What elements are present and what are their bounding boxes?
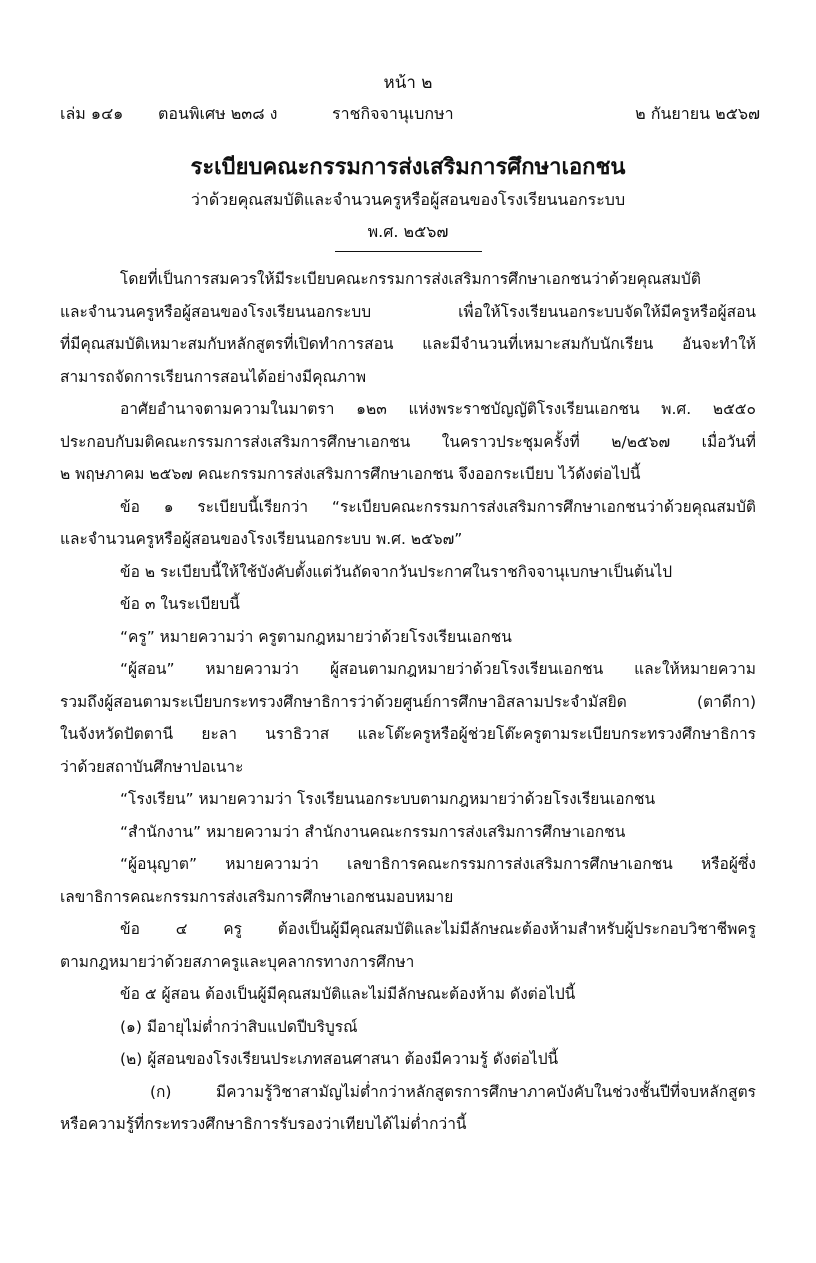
regulation-body <box>60 263 756 1141</box>
regulation-year: พ.ศ. ๒๕๖๗ <box>367 222 449 241</box>
clause-2-line: ข้อ ๒ ระเบียบนี้ให้ใช้บังคับตั้งแต่วันถัดจากวันประกาศในราชกิจจานุเบกษาเป็นต้นไป <box>120 562 673 581</box>
definition-school: “โรงเรียน” หมายความว่า โรงเรียนนอกระบบตามกฎหมายว่าด้วยโรงเรียนเอกชน <box>120 790 656 808</box>
clause-5-item-2a: หรือความรู้ที่กระทรวงศึกษาธิการรับรองว่าเทียบได้ไม่ต่ำกว่านี้ <box>60 1115 467 1133</box>
clause-1-line: และจำนวนครูหรือผู้สอนของโรงเรียนนอกระบบ พ.ศ. ๒๕๖๗” <box>60 530 463 548</box>
definition-licensor: “ผู้อนุญาต” หมายความว่า เลขาธิการคณะกรรมการส่งเสริมการศึกษาเอกชน หรือผู้ซึ่ง <box>120 855 756 873</box>
clause-4-line: ข้อ ๔ ครู ต้องเป็นผู้มีคุณสมบัติและไม่มีลักษณะต้องห้ามสำหรับผู้ประกอบวิชาชีพครู <box>120 920 756 938</box>
clause-5-item-2a: (ก) มีความรู้วิชาสามัญไม่ต่ำกว่าหลักสูตรการศึกษาภาคบังคับในช่วงชั้นปีที่จบหลักสูตร <box>150 1082 756 1101</box>
preamble-line: สามารถจัดการเรียนการสอนได้อย่างมีคุณภาพ <box>60 367 367 386</box>
definition-instructor: ในจังหวัดปัตตานี ยะลา นราธิวาส และโต๊ะครูหรือผู้ช่วยโต๊ะครูตามระเบียบกระทรวงศึกษาธิการ <box>60 725 756 743</box>
authority-line: อาศัยอำนาจตามความในมาตรา ๑๒๓ แห่งพระราชบัญญัติโรงเรียนเอกชน พ.ศ. ๒๕๕๐ <box>120 400 756 418</box>
preamble-line: ที่มีคุณสมบัติเหมาะสมกับหลักสูตรที่เปิดทำการสอน และมีจำนวนที่เหมาะสมกับนักเรียน อันจะทำให้ <box>60 335 756 353</box>
issue-number: ตอนพิเศษ ๒๓๘ ง <box>158 104 278 123</box>
clause-1-line: ข้อ ๑ ระเบียบนี้เรียกว่า “ระเบียบคณะกรรมการส่งเสริมการศึกษาเอกชนว่าด้วยคุณสมบัติ <box>120 497 756 516</box>
authority-line: ๒ พฤษภาคม ๒๕๖๗ คณะกรรมการส่งเสริมการศึกษาเอกชน จึงออกระเบียบ ไว้ดังต่อไปนี้ <box>60 465 641 483</box>
title-divider <box>335 251 482 252</box>
clause-4-line: ตามกฎหมายว่าด้วยสภาครูและบุคลากรทางการศึกษา <box>60 952 415 971</box>
regulation-title: ระเบียบคณะกรรมการส่งเสริมการศึกษาเอกชน <box>190 155 626 180</box>
definition-instructor: รวมถึงผู้สอนตามระเบียบกระทรวงศึกษาธิการว่าด้วยศูนย์การศึกษาอิสลามประจำมัสยิด (ตาดีกา) <box>60 692 756 711</box>
definition-office: “สำนักงาน” หมายความว่า สำนักงานคณะกรรมการส่งเสริมการศึกษาเอกชน <box>120 822 626 841</box>
publication-date: ๒ กันยายน ๒๕๖๗ <box>635 104 760 123</box>
authority-line: ประกอบกับมติคณะกรรมการส่งเสริมการศึกษาเอกชน ในคราวประชุมครั้งที่ ๒/๒๕๖๗ เมื่อวันที่ <box>60 432 756 451</box>
definition-instructor: ว่าด้วยสถาบันศึกษาปอเนาะ <box>60 757 244 776</box>
gazette-header <box>60 101 760 127</box>
clause-5-item-1: (๑) มีอายุไม่ต่ำกว่าสิบแปดปีบริบูรณ์ <box>120 1017 358 1036</box>
definition-teacher: “ครู” หมายความว่า ครูตามกฎหมายว่าด้วยโรงเรียนเอกชน <box>120 627 512 646</box>
page-number: หน้า ๒ <box>383 73 433 93</box>
definition-licensor: เลขาธิการคณะกรรมการส่งเสริมการศึกษาเอกชนมอบหมาย <box>60 887 454 906</box>
definition-instructor: “ผู้สอน” หมายความว่า ผู้สอนตามกฎหมายว่าด้วยโรงเรียนเอกชน และให้หมายความ <box>120 660 756 678</box>
clause-5-item-2: (๒) ผู้สอนของโรงเรียนประเภทสอนศาสนา ต้องมีความรู้ ดังต่อไปนี้ <box>120 1050 559 1068</box>
clause-5-line: ข้อ ๕ ผู้สอน ต้องเป็นผู้มีคุณสมบัติและไม่มีลักษณะต้องห้าม ดังต่อไปนี้ <box>120 985 576 1003</box>
gazette-name: ราชกิจจานุเบกษา <box>332 104 454 123</box>
preamble-line: โดยที่เป็นการสมควรให้มีระเบียบคณะกรรมการส่งเสริมการศึกษาเอกชนว่าด้วยคุณสมบัติ <box>120 270 701 288</box>
clause-3-line: ข้อ ๓ ในระเบียบนี้ <box>120 595 240 613</box>
preamble-line: และจำนวนครูหรือผู้สอนของโรงเรียนนอกระบบ เพื่อให้โรงเรียนนอกระบบจัดให้มีครูหรือผู้สอน <box>60 302 756 321</box>
regulation-subtitle: ว่าด้วยคุณสมบัติและจำนวนครูหรือผู้สอนของโรงเรียนนอกระบบ <box>190 190 626 209</box>
volume-number: เล่ม ๑๔๑ <box>60 104 124 123</box>
